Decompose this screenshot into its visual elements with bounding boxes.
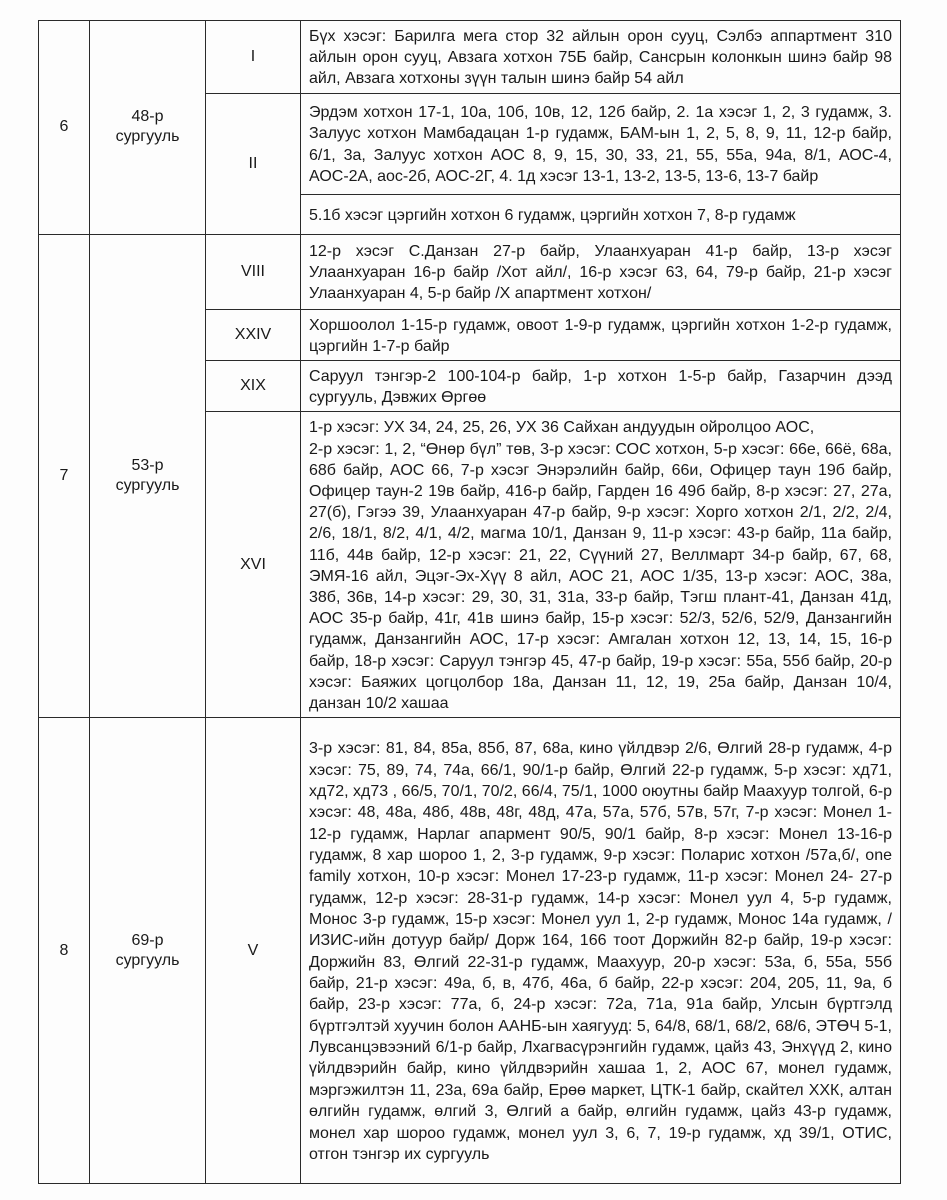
address-line: 2-р хэсэг: 1, 2, “Өнөр бүл” төв, 3-р хэсэг: СОС хотхон, 5-р хэсэг: 66е, 66ё, 68а, 68б байр, АОС 66, 7-р хэсэг Энэрэлийн байр, 66и, Офицер таун 19б байр, Офицер таун-2 19в байр, 416-р байр, Гарден 16 49б байр, 8-р хэсэг: 27, 27а, 27(б), Гэгээ 39, Улаанхуаран 47-р байр, 9-р хэсэг: Хорго хотхон 2/1, 2/2, 2/4, 2/6, 18/1, 8/2, 4/1, 4/2, магма 10/1, Данзан 9, 11-р хэсэг: 43-р байр, 11а байр, 11б, 44в байр, 12-р хэсэг: 21, 22, Сүүний 27, Веллмарт 34-р байр, 67, 68, ЭМЯ-16 айл, Эцэг-Эх-Хүү 8 айл, АОС 21, АОС 1/35, 13-р хэсэг: АОС, 38а, 38б, 36в, 14-р хэсэг: 29, 30, 31, 31а, 33-р байр, Тэгш плант-41, Данзан 41д, АОС 35-р байр, 41г, 41в шинэ байр, 15-р хэсэг: 52/3, 52/6, 52/9, Данзангийн гудамж, Данзангийн АОС, 17-р хэсэг: Амгалан хотхон 12, 13, 14, 15, 16-р байр, 18-р хэсэг: Саруул тэнгэр 45, 47-р байр, 19-р хэсэг: 55а, 55б байр, 20-р хэсэг: Баяжих цогцолбор 18а, Данзан 11, 12, 19, 25а байр, Данзан 10/4, данзан 10/2 хашаа bbox=[309, 440, 892, 713]
khoroo-number: V bbox=[206, 718, 301, 1184]
table-row bbox=[39, 718, 901, 1184]
address-list: 12-р хэсэг С.Данзан 27-р байр, Улаанхуаран 41-р байр, 13-р хэсэг Улаанхуаран 16-р байр /Хот айл/, 16-р хэсэг 63, 64, 79-р байр, 21-р хэсэг Улаанхуаран 4, 5-р байр /Х апартмент хотхон/ bbox=[301, 234, 901, 309]
school-name-line: сургууль bbox=[115, 951, 180, 969]
khoroo-number: II bbox=[206, 93, 301, 234]
address-list: 3-р хэсэг: 81, 84, 85а, 85б, 87, 68а, кино үйлдвэр 2/6, Өлгий 28-р гудамж, 4-р хэсэг: 75, 89, 74, 74а, 66/1, 90/1-р байр, Өлгий 22-р гудамж, 5-р хэсэг: хд71, хд72, хд73 , 66/5, 70/1, 70/2, 66/4, 75/1, 1000 оюутны байр Маахуур толгой, 6-р хэсэг: 48, 48а, 48б, 48в, 48г, 48д, 47а, 57а, 57б, 57в, 57г, 7-р хэсэг: Монел 1-12-р гудамж, Нарлаг апармент 90/5, 90/1 байр, 8-р хэсэг: Монел 13-16-р гудамж, 8 хар шороо 1, 2, 3-р гудамж, 9-р хэсэг: Поларис хотхон /57а,б/, one family хотхон, 10-р хэсэг: Монел 17-23-р гудамж, 11-р хэсэг: Монел 24- 27-р гудамж, 12-р хэсэг: 28-31-р гудамж, 14-р хэсэг: Монел уул 4, 5-р гудамж, Монос 3-р гудамж, 15-р хэсэг: Монел уул 1, 2-р гудамж, Монос 14а гудамж, /ИЗИС-ийн дотуур байр/ Дорж 164, 166 тоот Доржийн 82-р байр, 19-р хэсэг: Доржийн 83, Өлгий 22-31-р гудамж, Маахуур, 20-р хэсэг: 53а, б, 55а, 55б байр, 21-р хэсэг: 49а, б, в, 47б, 46а, б байр, 22-р хэсэг: 204, 205, 11, 9а, б байр, 23-р хэсэг: 77а, б, 24-р хэсэг: 72а, 71а, 91а байр, Улсын бүртгэлд бүртгэлтэй хуучин болон ААНБ-ын хаягууд: 5, 64/8, 68/1, 68/2, 68/6, ЭТӨЧ 5-1, Лувсанцэвээний 6/1-р байр, Лхагвасүрэнгийн гудамж, цайз 43, Энхүүд 2, кино үйлдвэрийн байр, кино үйлдвэрийн хашаа 1, 2, АОС 67, монел гудамж, мэргэжилтэн 11, 23а, 69а байр, Ерөө маркет, ЦТК-1 байр, скайтел ХХК, алтан өлгийн гудамж, өлгий 3, Өлгий а байр, өлгийн гудамж, цайз 43-р гудамж, монел хар шороо гудамж, монел уул 3, 6, 7, 19-р гудамж, хд 39/1, ОТИС, отгон тэнгэр их сургууль bbox=[301, 718, 901, 1184]
address-line: 1-р хэсэг: УХ 34, 24, 25, 26, УХ 36 Сайхан андуудын ойролцоо АОС, bbox=[309, 419, 815, 437]
school-name-line: сургууль bbox=[115, 476, 180, 494]
address-list: Хоршоолол 1-15-р гудамж, овоот 1-9-р гудамж, цэргийн хотхон 1-2-р гудамж, цэргийн 1-7-р байр bbox=[301, 309, 901, 360]
row-number: 7 bbox=[39, 234, 90, 718]
school-district-table bbox=[38, 20, 901, 1184]
khoroo-number: VIII bbox=[206, 234, 301, 309]
address-list: Саруул тэнгэр-2 100-104-р байр, 1-р хотхон 1-5-р байр, Газарчин дээд сургууль, Дэвжих Өргөө bbox=[301, 361, 901, 412]
khoroo-number: XIX bbox=[206, 361, 301, 412]
row-number: 6 bbox=[39, 21, 90, 235]
address-list: Эрдэм хотхон 17-1, 10а, 10б, 10в, 12, 12б байр, 2. 1а хэсэг 1, 2, 3 гудамж, 3. Залуус хотхон Мамбадацан 1-р гудамж, БАМ-ын 1, 2, 5, 8, 9, 11, 12-р байр, 6/1, 3а, Залуус хотхон АОС 8, 9, 15, 30, 33, 21, 55, 55а, 94а, 8/1, АОС-4, АОС-2А, аос-2б, АОС-2Г, 4. 1д хэсэг 13-1, 13-2, 13-5, 13-6, 13-7 байр bbox=[301, 93, 901, 194]
table-row bbox=[39, 21, 901, 94]
khoroo-number: XXIV bbox=[206, 309, 301, 360]
khoroo-number: XVI bbox=[206, 412, 301, 718]
table-row bbox=[39, 234, 901, 309]
school-name-line: 48-р bbox=[131, 108, 164, 126]
school-name bbox=[90, 234, 206, 718]
address-list bbox=[301, 412, 901, 718]
school-name-line: сургууль bbox=[115, 128, 180, 146]
khoroo-number: I bbox=[206, 21, 301, 94]
school-name-line: 53-р bbox=[131, 456, 164, 474]
school-name bbox=[90, 718, 206, 1184]
address-list: 5.1б хэсэг цэргийн хотхон 6 гудамж, цэргийн хотхон 7, 8-р гудамж bbox=[301, 194, 901, 234]
school-name-line: 69-р bbox=[131, 931, 164, 949]
row-number: 8 bbox=[39, 718, 90, 1184]
address-list: Бүх хэсэг: Барилга мега стор 32 айлын орон сууц, Сэлбэ аппартмент 310 айлын орон сууц, Авзага хотхон 75Б байр, Сансрын колонкын шинэ байр 98 айл, Авзага хотхоны зүүн талын шинэ байр 54 айл bbox=[301, 21, 901, 94]
school-name bbox=[90, 21, 206, 235]
